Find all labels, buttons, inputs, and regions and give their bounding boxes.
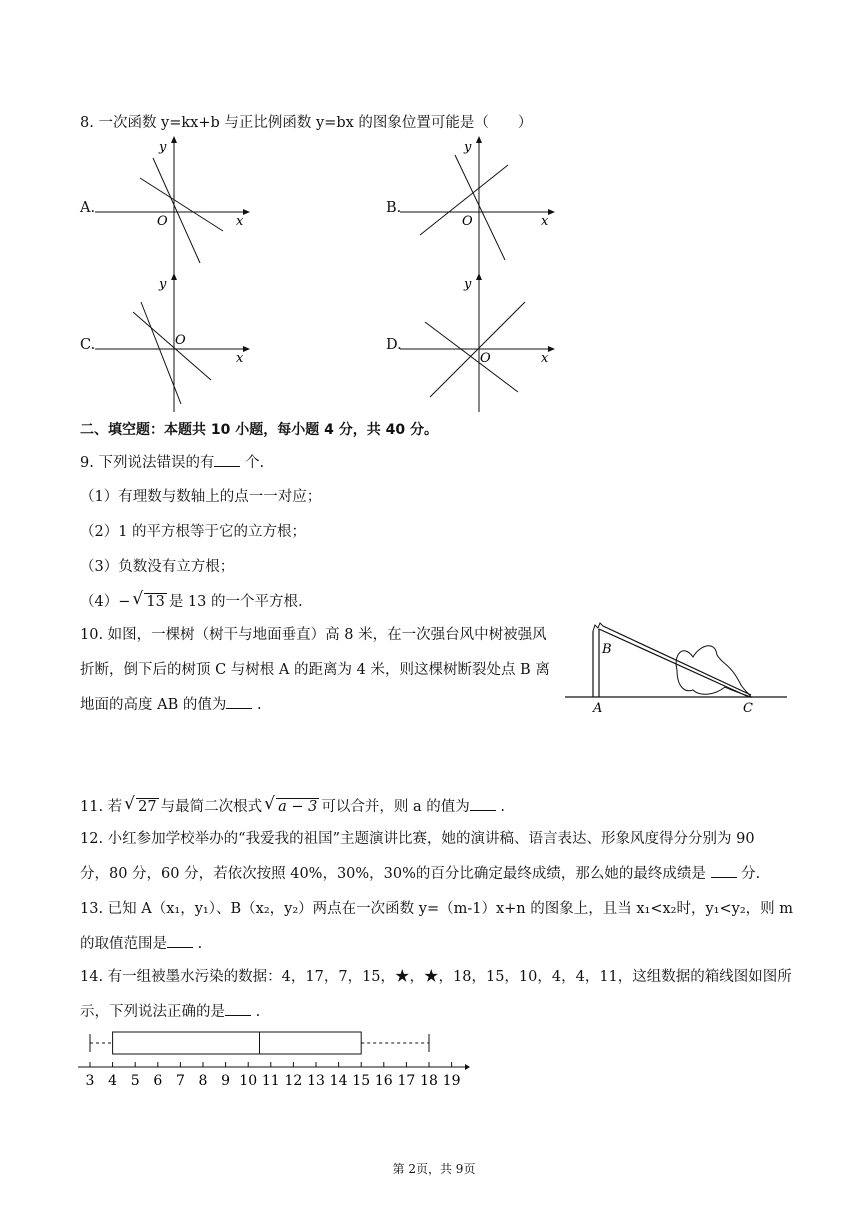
y-axis-label: y [464, 277, 472, 292]
q13-line-1: 13. 已知 A（x₁，y₁）、B（x₂，y₂）两点在一次函数 y=（m-1）x+n 的图象上，且当 x₁<x₂时，y₁<y₂，则 m [80, 901, 793, 917]
q14-line2-pre: 示，下列说法正确的是 [80, 1004, 225, 1020]
sqrt-expression [264, 794, 319, 817]
q14-line-1: 14. 有一组被墨水污染的数据：4，17，7，15，★，★，18，15，10，4，4，11，这组数据的箱线图如图所 [80, 969, 792, 985]
answer-blank[interactable] [711, 863, 737, 878]
option-label: D. [386, 337, 402, 353]
q11-mid: 与最简二次根式 [160, 799, 263, 815]
tick-label: 3 [85, 1073, 95, 1089]
answer-blank[interactable] [470, 796, 496, 811]
tick-label: 18 [420, 1073, 438, 1089]
radical-sign: √ [132, 589, 144, 609]
q9-item-3: （3）负数没有立方根； [80, 559, 235, 575]
q9-item-1: （1）有理数与数轴上的点一一对应； [80, 489, 322, 505]
tick-label: 6 [153, 1073, 163, 1089]
q10-line-3 [80, 694, 262, 715]
q13-line2-pre: 的取值范围是 [80, 936, 167, 952]
q14-line-2 [80, 1001, 260, 1022]
origin-label: O [480, 351, 491, 366]
tick-label: 14 [329, 1073, 348, 1089]
tick-label: 16 [374, 1073, 393, 1089]
x-axis-label: x [236, 351, 244, 366]
q10-tree-figure [565, 615, 790, 715]
point-label-a: A [593, 701, 603, 715]
q8-stem: 8. 一次函数 y=kx+b 与正比例函数 y=bx 的图象位置可能是（ ） [80, 115, 533, 131]
tick-label: 8 [198, 1073, 208, 1089]
tick-label: 11 [261, 1073, 280, 1089]
q12-line2-pre: 分，80 分，60 分，若依次按照 40%，30%，30%的百分比确定最终成绩，那么她的最终成绩是 [80, 866, 706, 882]
origin-label: O [462, 214, 473, 229]
x-axis-label: x [541, 214, 549, 229]
tick-label: 15 [352, 1073, 371, 1089]
tick-label: 12 [284, 1073, 303, 1089]
y-axis-label: y [159, 140, 167, 155]
q13-line-2 [80, 933, 202, 954]
q9-stem-post: 个. [245, 455, 265, 471]
q9-stem [80, 452, 264, 473]
answer-blank[interactable] [225, 1001, 251, 1016]
x-axis-label: x [236, 214, 244, 229]
q11-end: . [500, 799, 505, 815]
graph-d [400, 272, 560, 412]
radicand: 13 [146, 594, 165, 610]
tick-label: 7 [175, 1073, 185, 1089]
answer-blank[interactable] [167, 933, 193, 948]
point-label-c: C [743, 701, 753, 715]
q9-item4-pre: （4）− [80, 594, 131, 610]
tick-label: 4 [108, 1073, 118, 1089]
q9-stem-pre: 9. 下列说法错误的有 [80, 455, 215, 471]
tick-label: 13 [307, 1073, 325, 1089]
q12-line-1: 12. 小红参加学校举办的“我爱我的祖国”主题演讲比赛，她的演讲稿、语言表达、形象风度得分分别为 90 [80, 831, 755, 847]
option-label: A. [80, 200, 96, 216]
q11-pre: 11. 若 [80, 799, 123, 815]
graph-b [400, 135, 560, 275]
x-axis-label: x [541, 351, 549, 366]
q14-line2-post: . [255, 1004, 261, 1020]
sqrt-expression [132, 589, 166, 612]
tick-label: 17 [397, 1073, 416, 1089]
origin-label: O [175, 333, 186, 348]
tick-label: 10 [239, 1073, 258, 1089]
option-label: C. [80, 337, 96, 353]
box [113, 1032, 362, 1054]
point-label-b: B [602, 642, 612, 657]
q12-line2-post: 分. [741, 866, 761, 882]
radical-sign: √ [264, 794, 275, 814]
option-label: B. [386, 200, 402, 216]
q14-boxplot [70, 1025, 470, 1095]
q10-line-1: 10. 如图，一棵树（树干与地面垂直）高 8 米，在一次强台风中树被强风 [80, 627, 547, 643]
radicand: 27 [138, 799, 157, 815]
y-axis-label: y [159, 277, 167, 292]
q10-last-pre: 地面的高度 AB 的值为 [80, 697, 227, 713]
q9-item4-post: 是 13 的一个平方根. [168, 594, 303, 610]
radical-sign: √ [124, 794, 136, 814]
radicand: a − 3 [278, 799, 318, 815]
page-footer: 第 2页，共 9页 [392, 1162, 476, 1176]
graph-c [95, 272, 255, 412]
answer-blank[interactable] [214, 452, 240, 467]
q12-line-2 [80, 863, 760, 884]
q9-item-4 [80, 589, 303, 612]
graph-a [95, 135, 255, 275]
answer-blank[interactable] [226, 694, 252, 709]
origin-label: O [157, 214, 168, 229]
number-line-arrow [465, 1064, 470, 1070]
sqrt-expression [124, 794, 158, 817]
y-axis-label: y [464, 140, 472, 155]
q10-last-post: . [256, 697, 262, 713]
tick-label: 5 [130, 1073, 140, 1089]
q10-line-2: 折断，倒下后的树顶 C 与树根 A 的距离为 4 米，则这棵树断裂处点 B 离 [80, 662, 550, 678]
tick-label: 9 [221, 1073, 231, 1089]
q11 [80, 796, 505, 817]
tick-label: 19 [442, 1073, 461, 1089]
section-heading: 二、填空题：本题共 10 小题，每小题 4 分，共 40 分。 [80, 422, 438, 438]
q9-item-2: （2）1 的平方根等于它的立方根； [80, 524, 307, 540]
q11-post: 可以合并，则 a 的值为 [321, 799, 470, 815]
q13-line2-post: . [197, 936, 203, 952]
